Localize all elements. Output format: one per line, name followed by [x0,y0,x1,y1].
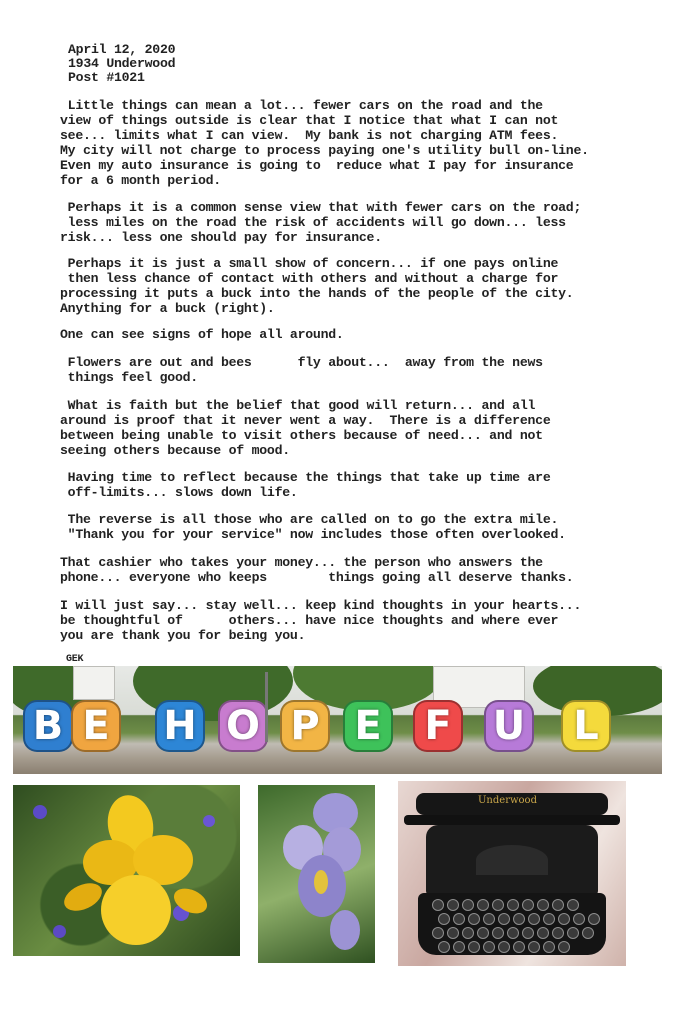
typewriter-key [552,927,564,939]
brand-label: Underwood [478,795,537,806]
body-line: seeing others because of mood. [60,443,290,458]
typewriter-key [432,899,444,911]
sign-post [265,672,268,742]
typewriter-key [567,899,579,911]
carriage-rail [404,815,620,825]
hopeful-letter-o: O [218,700,268,752]
typebar-basket [476,845,548,875]
typewriter-key [492,927,504,939]
body-line: processing it puts a buck into the hands of the people of the city. [60,286,574,301]
typewriter-key [558,941,570,953]
typewriter-key [543,941,555,953]
body-line: view of things outside is clear that I notice that what I can not [60,113,559,128]
body-line: Little things can mean a lot... fewer cars on the road and the [60,98,543,113]
typewriter-key [582,927,594,939]
body-line: things feel good. [60,370,198,385]
house [73,666,115,700]
body-line: see... limits what I can view. My bank is not charging ATM fees. [60,128,559,143]
typewriter-key [507,899,519,911]
body-line: Perhaps it is just a small show of concern... if one pays online [60,256,559,271]
hopeful-letter-h: H [155,700,205,752]
typewriter-key [522,899,534,911]
typewriter-key [447,927,459,939]
iris-petal [60,878,106,917]
typewriter-key [438,941,450,953]
typewriter-key [507,927,519,939]
hopeful-letter-e: E [343,700,393,752]
violet-blossom [203,815,215,827]
typewriter-key [432,927,444,939]
typewriter-key [513,941,525,953]
body-line: Anything for a buck (right). [60,301,275,316]
letter-date: April 12, 2020 [68,42,176,57]
body-line: around is proof that it never went a way. There is a difference [60,413,551,428]
body-line: Perhaps it is a common sense view that with fewer cars on the road; [60,200,582,215]
hopeful-letter-f: F [413,700,463,752]
typewriter-key [513,913,525,925]
body-line: phone... everyone who keeps things going all deserve thanks. [60,570,574,585]
typewriter-key [468,941,480,953]
typewriter-photo [398,781,626,966]
body-line: less miles on the road the risk of accidents will go down... less [60,215,566,230]
typewriter-key [447,899,459,911]
typewriter-key [453,913,465,925]
typewriter-key [438,913,450,925]
typewriter-key [552,899,564,911]
iris-beard [314,870,328,894]
body-line: I will just say... stay well... keep kind thoughts in your hearts... [60,598,582,613]
violet-blossom [53,925,66,938]
body-line: risk... less one should pay for insurance. [60,230,382,245]
signature-initials: GEK [66,654,84,665]
purple-iris-photo [258,785,375,963]
body-line: "Thank you for your service" now includes those often overlooked. [60,527,566,542]
typewriter-key [567,927,579,939]
body-line: then less chance of contact with others and without a charge for [60,271,559,286]
typewriter-key [537,899,549,911]
typewriter-key [558,913,570,925]
body-line: The reverse is all those who are called on to go the extra mile. [60,512,559,527]
typewriter-key [477,927,489,939]
typewriter-key [537,927,549,939]
typewriter-key [462,927,474,939]
typewriter-key [588,913,600,925]
typewriter-key [543,913,555,925]
typewriter-key [498,913,510,925]
body-line: be thoughtful of others... have nice thoughts and where ever [60,613,559,628]
body-line: off-limits... slows down life. [60,485,298,500]
letter-post-number: Post #1021 [68,70,145,85]
body-line: One can see signs of hope all around. [60,327,344,342]
body-line: My city will not charge to process paying one's utility bull on-line. [60,143,589,158]
iris-bud [330,910,360,950]
be-hopeful-sign-photo [13,666,662,774]
typewriter-key [453,941,465,953]
violet-blossom [33,805,47,819]
typewriter-key [483,913,495,925]
yellow-iris-photo [13,785,240,956]
typewriter-key [462,899,474,911]
letter-typewriter-model: 1934 Underwood [68,56,176,71]
hopeful-letter-b: B [23,700,73,752]
typewriter-key [492,899,504,911]
body-line: Having time to reflect because the things that take up time are [60,470,551,485]
typewriter-key [498,941,510,953]
body-line: What is faith but the belief that good will return... and all [60,398,536,413]
body-line: you are thank you for being you. [60,628,306,643]
hopeful-letter-e: E [71,700,121,752]
body-line: between being unable to visit others because of need... and not [60,428,543,443]
typewriter-key [483,941,495,953]
typewriter-key [522,927,534,939]
typewriter-key [528,941,540,953]
body-line: for a 6 month period. [60,173,221,188]
body-line: Flowers are out and bees fly about... away from the news [60,355,543,370]
hopeful-letter-l: L [561,700,611,752]
body-line: That cashier who takes your money... the person who answers the [60,555,543,570]
typewriter-key [468,913,480,925]
typewriter-key [573,913,585,925]
typewriter-key [528,913,540,925]
typewriter-key [477,899,489,911]
hopeful-letter-u: U [484,700,534,752]
body-line: Even my auto insurance is going to reduce what I pay for insurance [60,158,574,173]
hopeful-letter-p: P [280,700,330,752]
iris-petal [101,875,171,945]
